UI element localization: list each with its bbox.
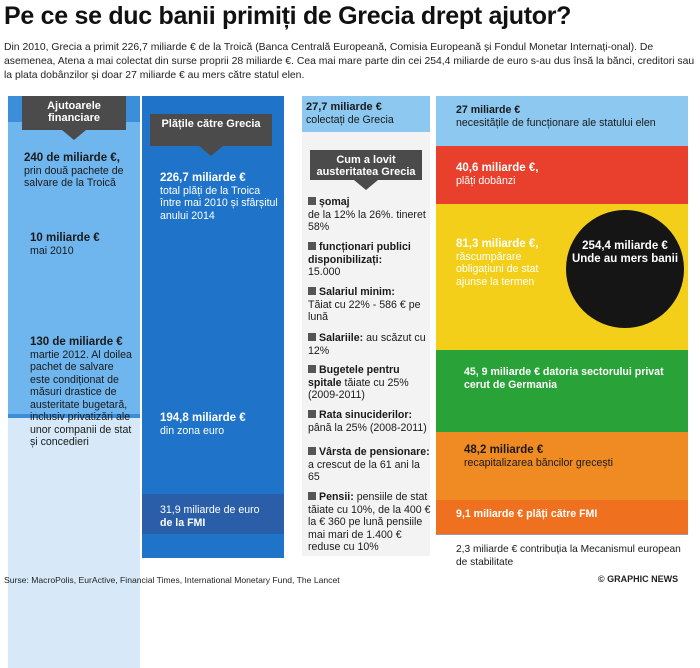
austerity-item: Rata sinuciderilor: până la 25% (2008-2011) xyxy=(308,409,427,434)
intro-text: Din 2010, Grecia a primit 226,7 miliarde € de la Troică (Banca Centrală Europeană, Comisia Europeană și Fondul Monetar Internați-onal). De asemenea, Atena a mai colectat din surse proprii 28 miliarde €. Cea mai mare parte din cei 254,4 miliarde de euro s-au dus însă la bănci, creditori sau la plata dobânzilor și doar 27 miliarde € au mers către statul elen. xyxy=(4,42,695,81)
bullet-icon xyxy=(308,365,316,373)
interest-label: 40,6 miliarde €, plăți dobânzi xyxy=(456,162,539,187)
austerity-item: Vârsta de pensionare: a crescut de la 61 ani la 65 xyxy=(308,446,430,483)
bullet-icon xyxy=(308,410,316,418)
total-circle: 254,4 miliarde € Unde au mers banii xyxy=(566,210,684,328)
payments-total: 226,7 miliarde € total plăți de la Troica între mai 2010 și sfârșitul anului 2014 xyxy=(160,172,278,222)
aid-banner: Ajutoarele financiare xyxy=(22,96,126,130)
bullet-icon xyxy=(308,492,316,500)
payments-banner: Plățile către Grecia xyxy=(150,114,272,146)
bullet-icon xyxy=(308,447,316,455)
esm-label: 2,3 miliarde € contribuția la Mecanismul european de stabilitate xyxy=(456,544,681,568)
payments-eurozone: 194,8 miliarde € din zona euro xyxy=(160,412,246,437)
private-debt-label: 45, 9 miliarde € datoria sectorului privat cerut de Germania xyxy=(464,366,664,391)
state-needs-label: 27 miliarde € necesitățile de funcționare ale statului elen xyxy=(456,104,656,129)
austerity-item: funcționari publici disponibilizați: 15.000 xyxy=(308,241,411,278)
imf-payments-label: 9,1 miliarde € plăți către FMI xyxy=(456,508,598,520)
aid-march-2012: 130 de miliarde € martie 2012. Al doilea pachet de salvare este condiționat de măsuri drastice de austeritate bugetară, inclusiv privatizări ale unor companii de stat și concedieri xyxy=(30,336,132,448)
credit: © GRAPHIC NEWS xyxy=(598,574,679,584)
bullet-icon xyxy=(308,333,316,341)
bonds-label: 81,3 miliarde €, răscumpărare obligațiuni de stat ajunse la termen xyxy=(456,238,539,288)
banks-label: 48,2 miliarde € recapitalizarea băncilor grecești xyxy=(464,444,613,469)
bullet-icon xyxy=(308,242,316,250)
payments-imf: 31,9 miliarde de euro de la FMI xyxy=(160,504,260,529)
aid-may-2010: 10 miliarde € mai 2010 xyxy=(30,232,100,257)
sources: Surse: MacroPolis, EurActive, Financial Times, International Monetary Fund, The Lancet xyxy=(4,575,340,585)
bullet-icon xyxy=(308,197,316,205)
austerity-item: Pensii: pensiile de stat tăiate cu 10%, de la 400 € la € 360 pe lună pensiile mai mari de 1.400 € reduse cu 10% xyxy=(308,491,431,553)
austerity-item: șomaj de la 12% la 26%. tineret 58% xyxy=(308,196,426,233)
payments-column xyxy=(142,96,284,558)
austerity-item: Salariile: au scăzut cu 12% xyxy=(308,332,426,357)
second-bailout-block xyxy=(8,418,140,668)
austerity-item: Salariul minim: Tăiat cu 22% - 586 € pe lună xyxy=(308,286,421,323)
segment-private-debt xyxy=(436,350,688,432)
collected-by-greece: 27,7 miliarde € colectați de Grecia xyxy=(306,101,394,126)
bullet-icon xyxy=(308,287,316,295)
aid-first-package: 240 de miliarde €, prin două pachete de salvare de la Troică xyxy=(24,152,124,189)
austerity-banner: Cum a lovit austeritatea Grecia xyxy=(310,150,422,180)
austerity-item: Bugetele pentru spitale tăiate cu 25% (2009-2011) xyxy=(308,364,409,401)
page-title: Pe ce se duc banii primiți de Grecia drept ajutor? xyxy=(4,2,572,30)
